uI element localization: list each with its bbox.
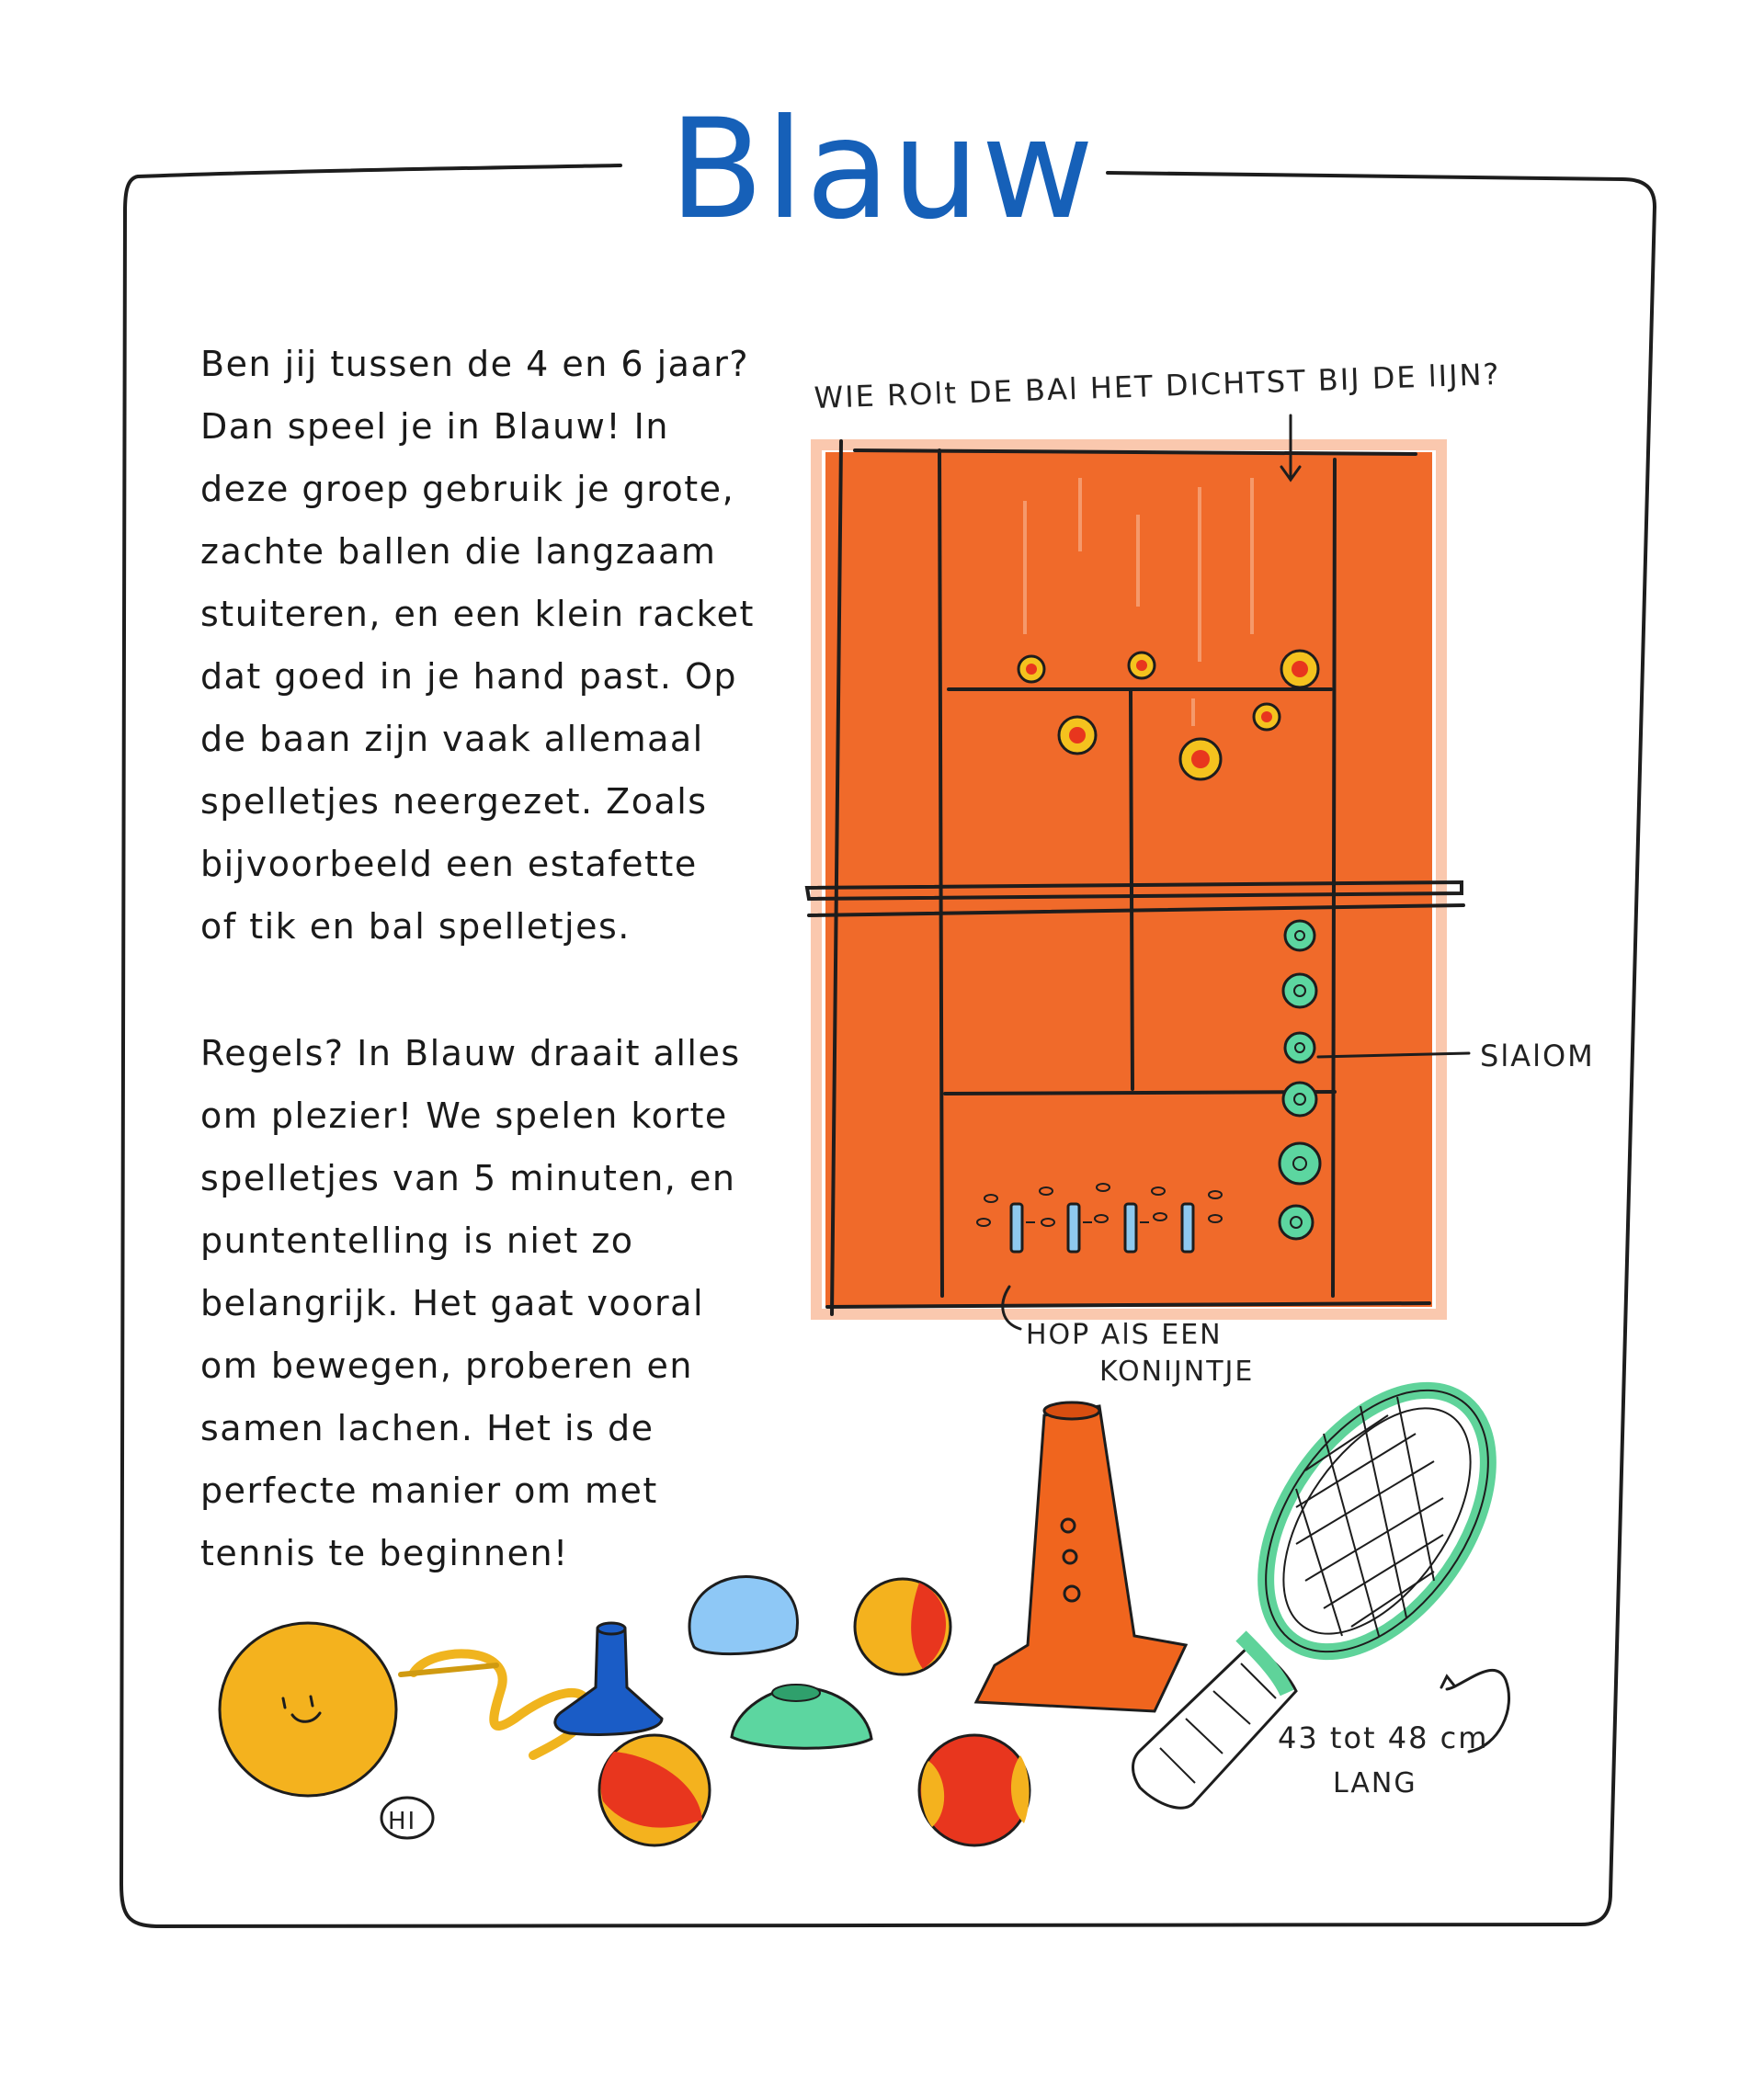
intro-line: deze groep gebruik je grote, — [200, 469, 735, 509]
ball-small-1 — [855, 1579, 950, 1674]
annotation-hop-1: HOP AlS EEN — [1026, 1319, 1223, 1351]
intro-line: zachte ballen die langzaam — [200, 531, 717, 572]
rules-line: spelletjes van 5 minuten, en — [200, 1158, 736, 1198]
annotation-hop-2: KONIJNTJE — [1099, 1356, 1255, 1388]
blue-dome — [689, 1576, 797, 1653]
rules-line: puntentelling is niet zo — [200, 1220, 634, 1261]
intro-line: Ben jij tussen de 4 en 6 jaar? — [200, 344, 750, 384]
ball-small-2 — [599, 1735, 710, 1845]
intro-line: dat goed in je hand past. Op — [200, 656, 738, 697]
intro-line: stuiteren, en een klein racket — [200, 594, 755, 634]
rules-line: samen lachen. Het is de — [200, 1408, 654, 1448]
rules-line: perfecte manier om met — [200, 1470, 658, 1511]
annotation-racket-1: 43 tot 48 cm — [1278, 1720, 1489, 1755]
rules-paragraph — [200, 1022, 761, 1584]
rules-line: tennis te beginnen! — [200, 1533, 569, 1573]
intro-line: of tik en bal spelletjes. — [200, 906, 631, 947]
court-surface — [825, 452, 1432, 1307]
green-dome — [732, 1685, 871, 1748]
annotation-slalom: SlAlOM — [1480, 1039, 1595, 1073]
smiley-ball — [220, 1623, 433, 1838]
orange-cone — [976, 1402, 1186, 1711]
intro-line: bijvoorbeeld een estafette — [200, 844, 698, 884]
ball-hi-label: HI — [388, 1808, 417, 1835]
page-title: Blauw — [668, 90, 1097, 250]
intro-paragraph — [200, 333, 761, 958]
intro-line: Dan speel je in Blauw! In — [200, 406, 669, 447]
intro-line: spelletjes neergezet. Zoals — [200, 781, 708, 822]
annotation-racket-2: LANG — [1333, 1767, 1417, 1799]
intro-line: de baan zijn vaak allemaal — [200, 719, 704, 759]
rules-line: om plezier! We spelen korte — [200, 1095, 728, 1136]
rules-line: belangrijk. Het gaat vooral — [200, 1283, 705, 1323]
ball-small-3 — [919, 1735, 1030, 1845]
blue-stand — [555, 1623, 662, 1734]
rules-line: Regels? In Blauw draait alles — [200, 1033, 741, 1073]
tennis-court — [807, 441, 1463, 1314]
rules-line: om bewegen, proberen en — [200, 1345, 693, 1386]
annotation-top: WIE ROlt DE BAl HET DICHTST BIJ DE lIJN? — [813, 356, 1502, 415]
